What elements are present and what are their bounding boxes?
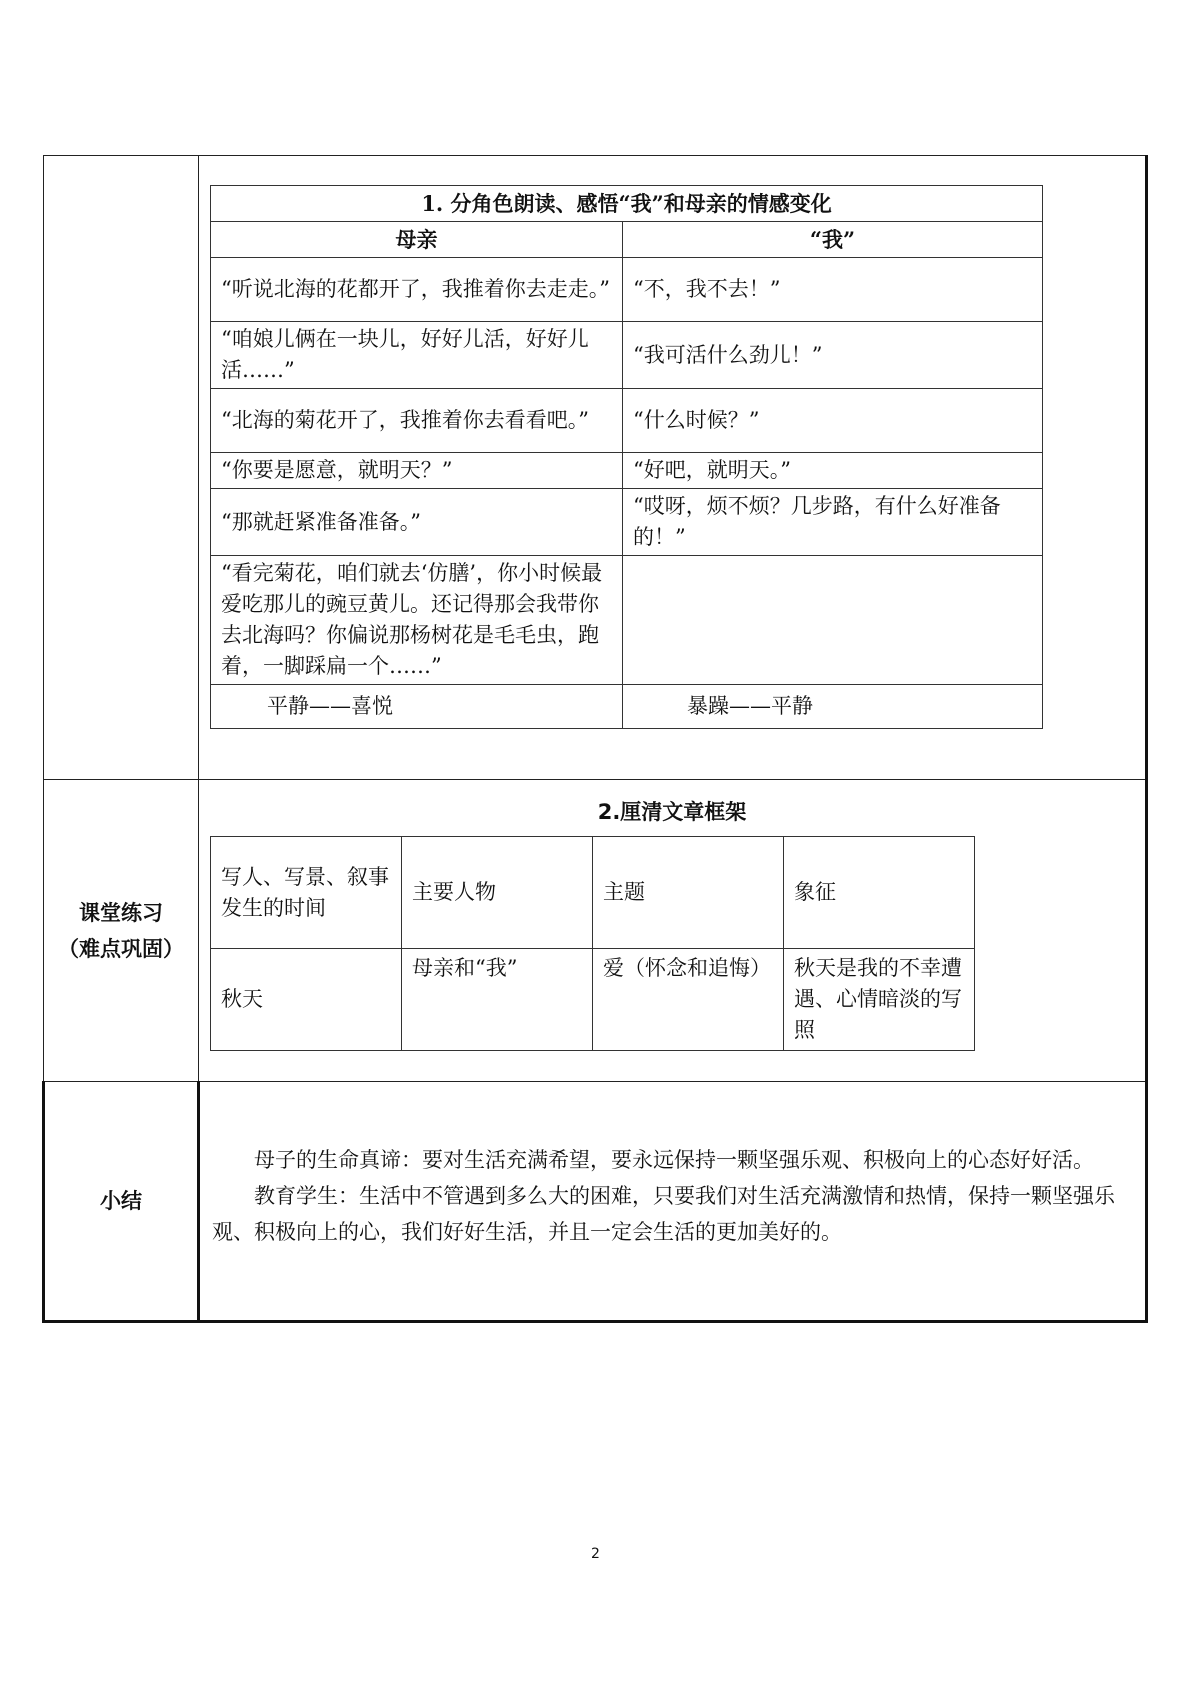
practice-label: 课堂练习 bbox=[79, 900, 163, 925]
section2-title: 2.厘清文章框架 bbox=[597, 800, 747, 824]
me-line: “哎呀，烦不烦？几步路，有什么好准备的！” bbox=[623, 489, 1043, 556]
summary-paragraph-1: 母子的生命真谛：要对生活充满希望，要永远保持一颗坚强乐观、积极向上的心态好好活。 bbox=[254, 1148, 1094, 1172]
mother-line: “咱娘儿俩在一块儿，好好儿活，好好儿活……” bbox=[211, 322, 623, 389]
framework-header: 主题 bbox=[593, 837, 784, 949]
summary-cell bbox=[199, 1082, 1147, 1322]
mother-line: “看完菊花，咱们就去‘仿膳’，你小时候最爱吃那儿的豌豆黄儿。还记得那会我带你去北海吗？你偏说那杨树花是毛毛虫，跑着，一脚踩扁一个……” bbox=[211, 556, 623, 685]
me-line: “不，我不去！” bbox=[623, 258, 1043, 322]
summary-label-cell bbox=[44, 1082, 199, 1322]
framework-value: 爱（怀念和追悔） bbox=[593, 949, 784, 1051]
mother-emotion-change: 平静——喜悦 bbox=[211, 685, 623, 729]
framework-value: 秋天 bbox=[211, 949, 402, 1051]
framework-header: 写人、写景、叙事发生的时间 bbox=[211, 837, 402, 949]
col-me-header: “我” bbox=[623, 222, 1043, 258]
summary-text bbox=[200, 1082, 1145, 1250]
framework-table bbox=[210, 836, 975, 1051]
emotion-change-table bbox=[210, 185, 1043, 729]
framework-value: 母亲和“我” bbox=[402, 949, 593, 1051]
me-line bbox=[623, 556, 1043, 685]
section1-cell bbox=[199, 156, 1147, 780]
section2-cell bbox=[199, 780, 1147, 1082]
framework-value: 秋天是我的不幸遭遇、心情暗淡的写照 bbox=[784, 949, 975, 1051]
mother-line: “北海的菊花开了，我推着你去看看吧。” bbox=[211, 389, 623, 453]
practice-sublabel: （难点巩固） bbox=[58, 936, 184, 961]
blank-left-cell bbox=[44, 156, 199, 780]
page-number: 2 bbox=[591, 1546, 600, 1562]
mother-line: “你要是愿意，就明天？” bbox=[211, 453, 623, 489]
summary-paragraph-2: 教育学生：生活中不管遇到多么大的困难，只要我们对生活充满激情和热情，保持一颗坚强乐观、积极向上的心，我们好好生活，并且一定会生活的更加美好的。 bbox=[212, 1184, 1115, 1244]
practice-label-cell bbox=[44, 780, 199, 1082]
lesson-plan-table bbox=[42, 155, 1148, 1323]
framework-header: 象征 bbox=[784, 837, 975, 949]
me-line: “我可活什么劲儿！” bbox=[623, 322, 1043, 389]
summary-label: 小结 bbox=[100, 1189, 142, 1213]
me-emotion-change: 暴躁——平静 bbox=[623, 685, 1043, 729]
framework-header: 主要人物 bbox=[402, 837, 593, 949]
section1-title: 1. 分角色朗读、感悟“我”和母亲的情感变化 bbox=[211, 186, 1043, 222]
me-line: “好吧，就明天。” bbox=[623, 453, 1043, 489]
mother-line: “那就赶紧准备准备。” bbox=[211, 489, 623, 556]
mother-line: “听说北海的花都开了，我推着你去走走。” bbox=[211, 258, 623, 322]
col-mother-header: 母亲 bbox=[211, 222, 623, 258]
me-line: “什么时候？” bbox=[623, 389, 1043, 453]
